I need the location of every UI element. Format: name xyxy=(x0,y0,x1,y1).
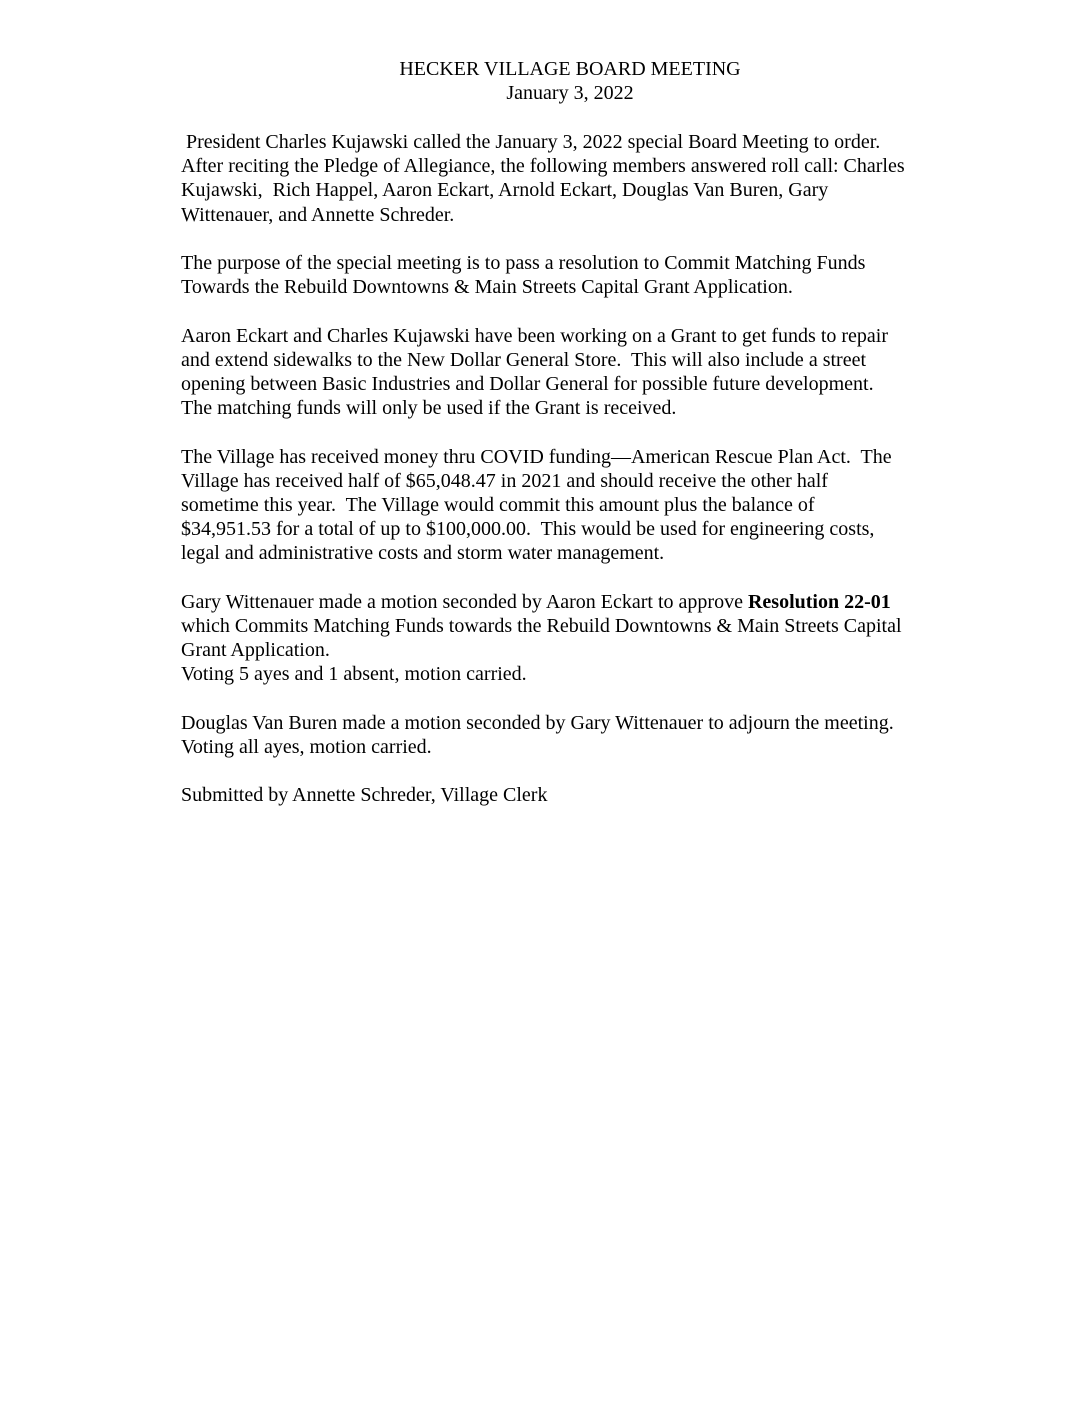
text-line: Towards the Rebuild Downtowns & Main Streets Capital Grant Application. xyxy=(181,276,793,299)
text-line: opening between Basic Industries and Dollar General for possible future development. xyxy=(181,373,874,395)
text-line: President Charles Kujawski called the January 3, 2022 special Board Meeting to order. xyxy=(181,131,881,153)
text-line: Aaron Eckart and Charles Kujawski have been working on a Grant to get funds to repair xyxy=(181,324,889,347)
text-line: The matching funds will only be used if the Grant is received. xyxy=(181,397,677,420)
motion-text: Gary Wittenauer made a motion seconded by Aaron Eckart to approve xyxy=(181,590,748,613)
text-line: The purpose of the special meeting is to pass a resolution to Commit Matching Funds xyxy=(181,252,866,274)
text-line: The Village has received money thru COVID funding—American Rescue Plan Act. The xyxy=(181,445,892,468)
paragraph-resolution-motion xyxy=(181,590,971,687)
paragraph-call-to-order xyxy=(181,130,971,227)
text-line: Grant Application. xyxy=(181,639,330,662)
paragraph-grant-work xyxy=(181,324,971,421)
resolution-number: Resolution 22-01 xyxy=(747,590,891,613)
text-line: and extend sidewalks to the New Dollar General Store. This will also include a street xyxy=(181,348,866,371)
text-line: sometime this year. The Village would commit this amount plus the balance of xyxy=(181,494,815,516)
paragraph-adjourn xyxy=(181,711,971,759)
meeting-date: January 3, 2022 xyxy=(506,82,634,105)
paragraph-submitted-by xyxy=(181,783,971,807)
vote-result: Voting all ayes, motion carried. xyxy=(181,736,432,758)
text-line: $34,951.53 for a total of up to $100,000.00. This would be used for engineering costs, xyxy=(181,518,875,541)
text-line: legal and administrative costs and storm water management. xyxy=(181,542,665,565)
paragraph-purpose xyxy=(181,251,971,299)
text-line: Wittenauer, and Annette Schreder. xyxy=(181,203,455,226)
vote-result: Voting 5 ayes and 1 absent, motion carried. xyxy=(181,663,527,686)
document-header xyxy=(0,57,1088,105)
text-line xyxy=(181,590,971,614)
text-line: which Commits Matching Funds towards the Rebuild Downtowns & Main Streets Capital xyxy=(181,615,902,637)
text-line: Douglas Van Buren made a motion seconded by Gary Wittenauer to adjourn the meeting. xyxy=(181,711,894,734)
submitted-by: Submitted by Annette Schreder, Village Clerk xyxy=(181,784,548,807)
text-line: After reciting the Pledge of Allegiance, the following members answered roll call: Charles xyxy=(181,155,905,178)
paragraph-funding xyxy=(181,445,971,566)
text-line: Village has received half of $65,048.47 in 2021 and should receive the other half xyxy=(181,469,828,492)
document-title: HECKER VILLAGE BOARD MEETING xyxy=(399,58,741,80)
text-line: Kujawski, Rich Happel, Aaron Eckart, Arnold Eckart, Douglas Van Buren, Gary xyxy=(181,179,829,202)
document-body xyxy=(181,130,971,808)
